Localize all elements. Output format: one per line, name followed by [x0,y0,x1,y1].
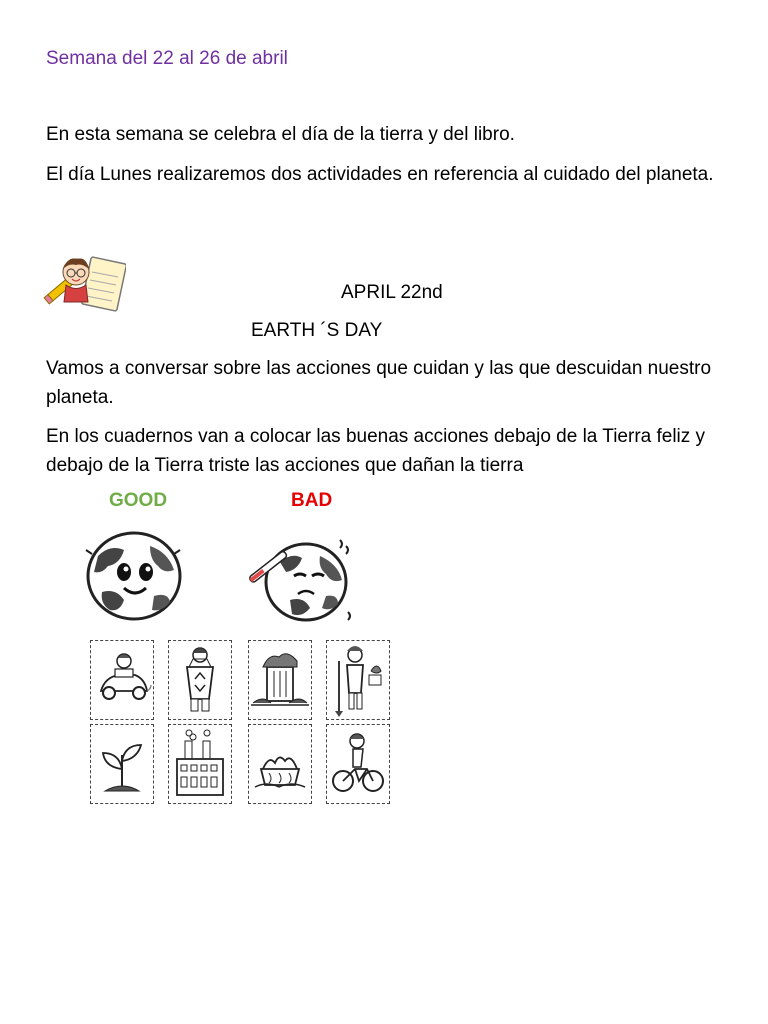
earth-day-title: EARTH ´S DAY [251,320,383,341]
sick-earth-icon [240,536,360,626]
week-heading: Semana del 22 al 26 de abril [46,48,288,69]
child-gardening-card [326,640,390,720]
child-on-bicycle-icon [327,725,389,803]
sprouting-plant-card [90,724,154,804]
child-on-bicycle-card [326,724,390,804]
sprouting-plant-icon [91,725,153,803]
conversation-paragraph: Vamos a conversar sobre las acciones que cuidan y las que descuidan nuestro planeta. [46,358,712,408]
child-recycling-icon [169,641,231,719]
date-title: APRIL 22nd [341,282,443,303]
child-gardening-icon [327,641,389,719]
child-in-car-card [90,640,154,720]
child-with-pencil-icon [42,254,126,314]
child-in-car-icon [91,641,153,719]
intro-paragraph: En esta semana se celebra el día de la tierra y del libro. [46,124,515,145]
overflowing-trash-icon [249,641,311,719]
happy-earth-icon [80,526,188,624]
polluting-factory-card [168,724,232,804]
child-recycling-card [168,640,232,720]
monday-activities-paragraph: El día Lunes realizaremos dos actividades en referencia al cuidado del planeta. [46,164,714,185]
good-label: GOOD [109,490,168,511]
notebook-instructions-paragraph: En los cuadernos van a colocar las buenas acciones debajo de la Tierra feliz y debajo de la Tierra triste las acciones que dañan la tierra [46,426,706,476]
burning-stump-card [248,724,312,804]
burning-stump-icon [249,725,311,803]
bad-label: BAD [291,490,333,511]
overflowing-trash-card [248,640,312,720]
polluting-factory-icon [169,725,231,803]
